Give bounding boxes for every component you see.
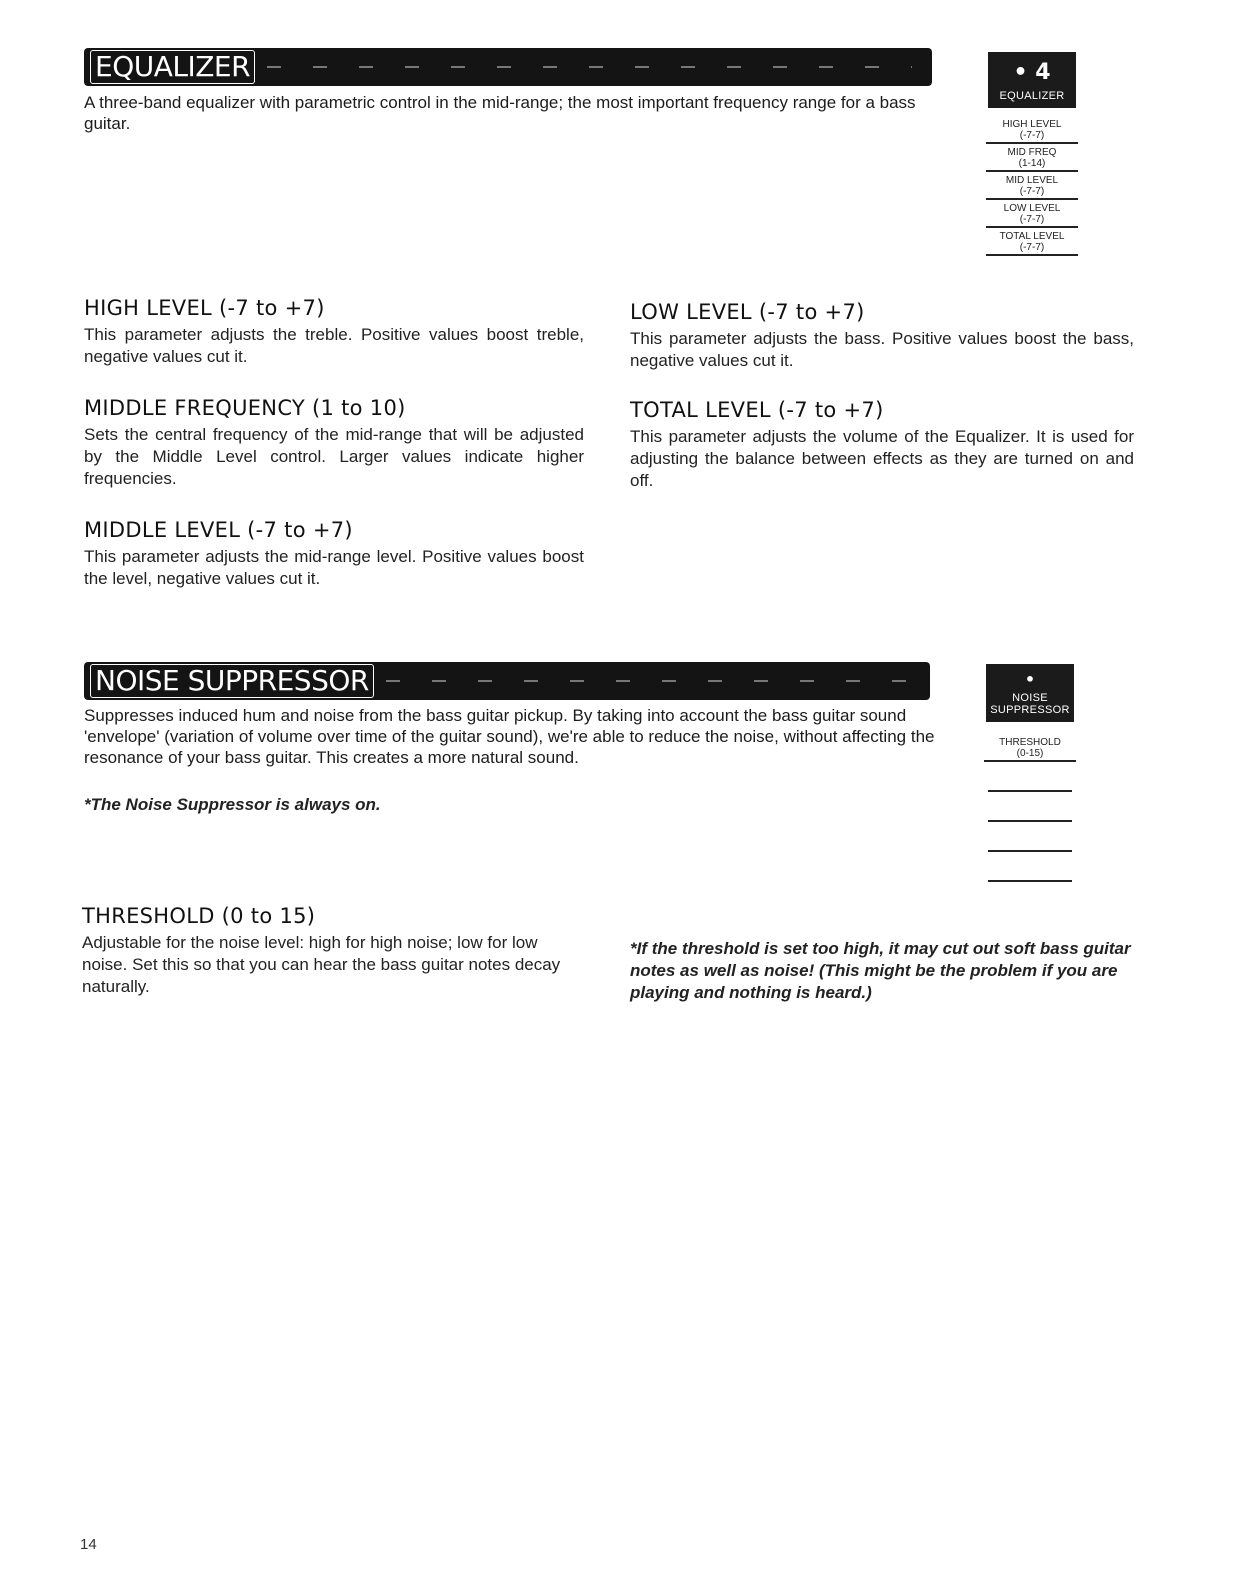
param-title: TOTAL LEVEL (-7 to +7): [630, 398, 884, 422]
noise-suppressor-banner: [84, 662, 930, 700]
param-body: This parameter adjusts the volume of the Equalizer. It is used for adjusting the balance between effects as they are turned on and off.: [630, 427, 1134, 490]
panel-blank-slot: [988, 852, 1072, 882]
panel-slot: THRESHOLD (0-15): [984, 734, 1076, 762]
page-number: 14: [80, 1536, 97, 1553]
middle-frequency-param: [84, 396, 584, 490]
panel-blank-slot: [988, 792, 1072, 822]
banner-dash-rule: [267, 66, 912, 68]
noise-suppressor-intro: Suppresses induced hum and noise from the bass guitar pickup. By taking into account the bass guitar sound 'envelope' (variation of volume over time of the guitar sound), we're able to reduce the noise, without affecting the resonance of your bass guitar. This creates a more natural sound.: [84, 706, 935, 767]
panel-blank-slot: [988, 822, 1072, 852]
effect-label: NOISE SUPPRESSOR: [990, 692, 1070, 716]
param-body: Adjustable for the noise level: high for high noise; low for low noise. Set this so that you can hear the bass guitar notes decay naturally.: [82, 933, 561, 996]
equalizer-title: EQUALIZER: [90, 50, 255, 84]
panel-slot: MID LEVEL (-7-7): [986, 172, 1078, 200]
threshold-param: [82, 904, 584, 998]
low-level-param: [630, 300, 1134, 372]
banner-dash-rule: [386, 680, 910, 682]
param-body: This parameter adjusts the mid-range level. Positive values boost the level, negative values cut it.: [84, 547, 584, 588]
panel-slot: MID FREQ (1-14): [986, 144, 1078, 172]
param-title: LOW LEVEL (-7 to +7): [630, 300, 865, 324]
noise-suppressor-display-panel: [984, 664, 1076, 882]
panel-slot: LOW LEVEL (-7-7): [986, 200, 1078, 228]
param-title: MIDDLE LEVEL (-7 to +7): [84, 518, 353, 542]
always-on-note: *The Noise Suppressor is always on.: [84, 795, 381, 814]
param-body: Sets the central frequency of the mid-range that will be adjusted by the Middle Level control. Larger values indicate higher frequencies.: [84, 425, 584, 488]
equalizer-banner: [84, 48, 932, 86]
param-body: This parameter adjusts the treble. Positive values boost treble, negative values cut it.: [84, 325, 584, 366]
panel-blank-slot: [988, 762, 1072, 792]
param-body: This parameter adjusts the bass. Positive values boost the bass, negative values cut it.: [630, 329, 1134, 370]
equalizer-display-panel: [986, 52, 1078, 256]
param-title: HIGH LEVEL (-7 to +7): [84, 296, 325, 320]
middle-level-param: [84, 518, 584, 590]
equalizer-intro: A three-band equalizer with parametric control in the mid-range; the most important frequency range for a bass guitar.: [84, 93, 916, 133]
equalizer-panel-head: [988, 52, 1076, 108]
panel-slot: TOTAL LEVEL (-7-7): [986, 228, 1078, 256]
total-level-param: [630, 398, 1134, 492]
panel-slot: HIGH LEVEL (-7-7): [986, 116, 1078, 144]
param-title: MIDDLE FREQUENCY (1 to 10): [84, 396, 406, 420]
noise-suppressor-title: NOISE SUPPRESSOR: [90, 664, 374, 698]
threshold-warning: *If the threshold is set too high, it may cut out soft bass guitar notes as well as noise! (This might be the problem if you are playing and nothing is heard.): [630, 939, 1131, 1002]
effect-number: •: [1024, 670, 1036, 689]
effect-label: EQUALIZER: [999, 90, 1065, 102]
noise-suppressor-panel-head: [986, 664, 1074, 722]
high-level-param: [84, 296, 584, 368]
param-title: THRESHOLD (0 to 15): [82, 904, 316, 928]
effect-number: • 4: [1013, 60, 1051, 85]
